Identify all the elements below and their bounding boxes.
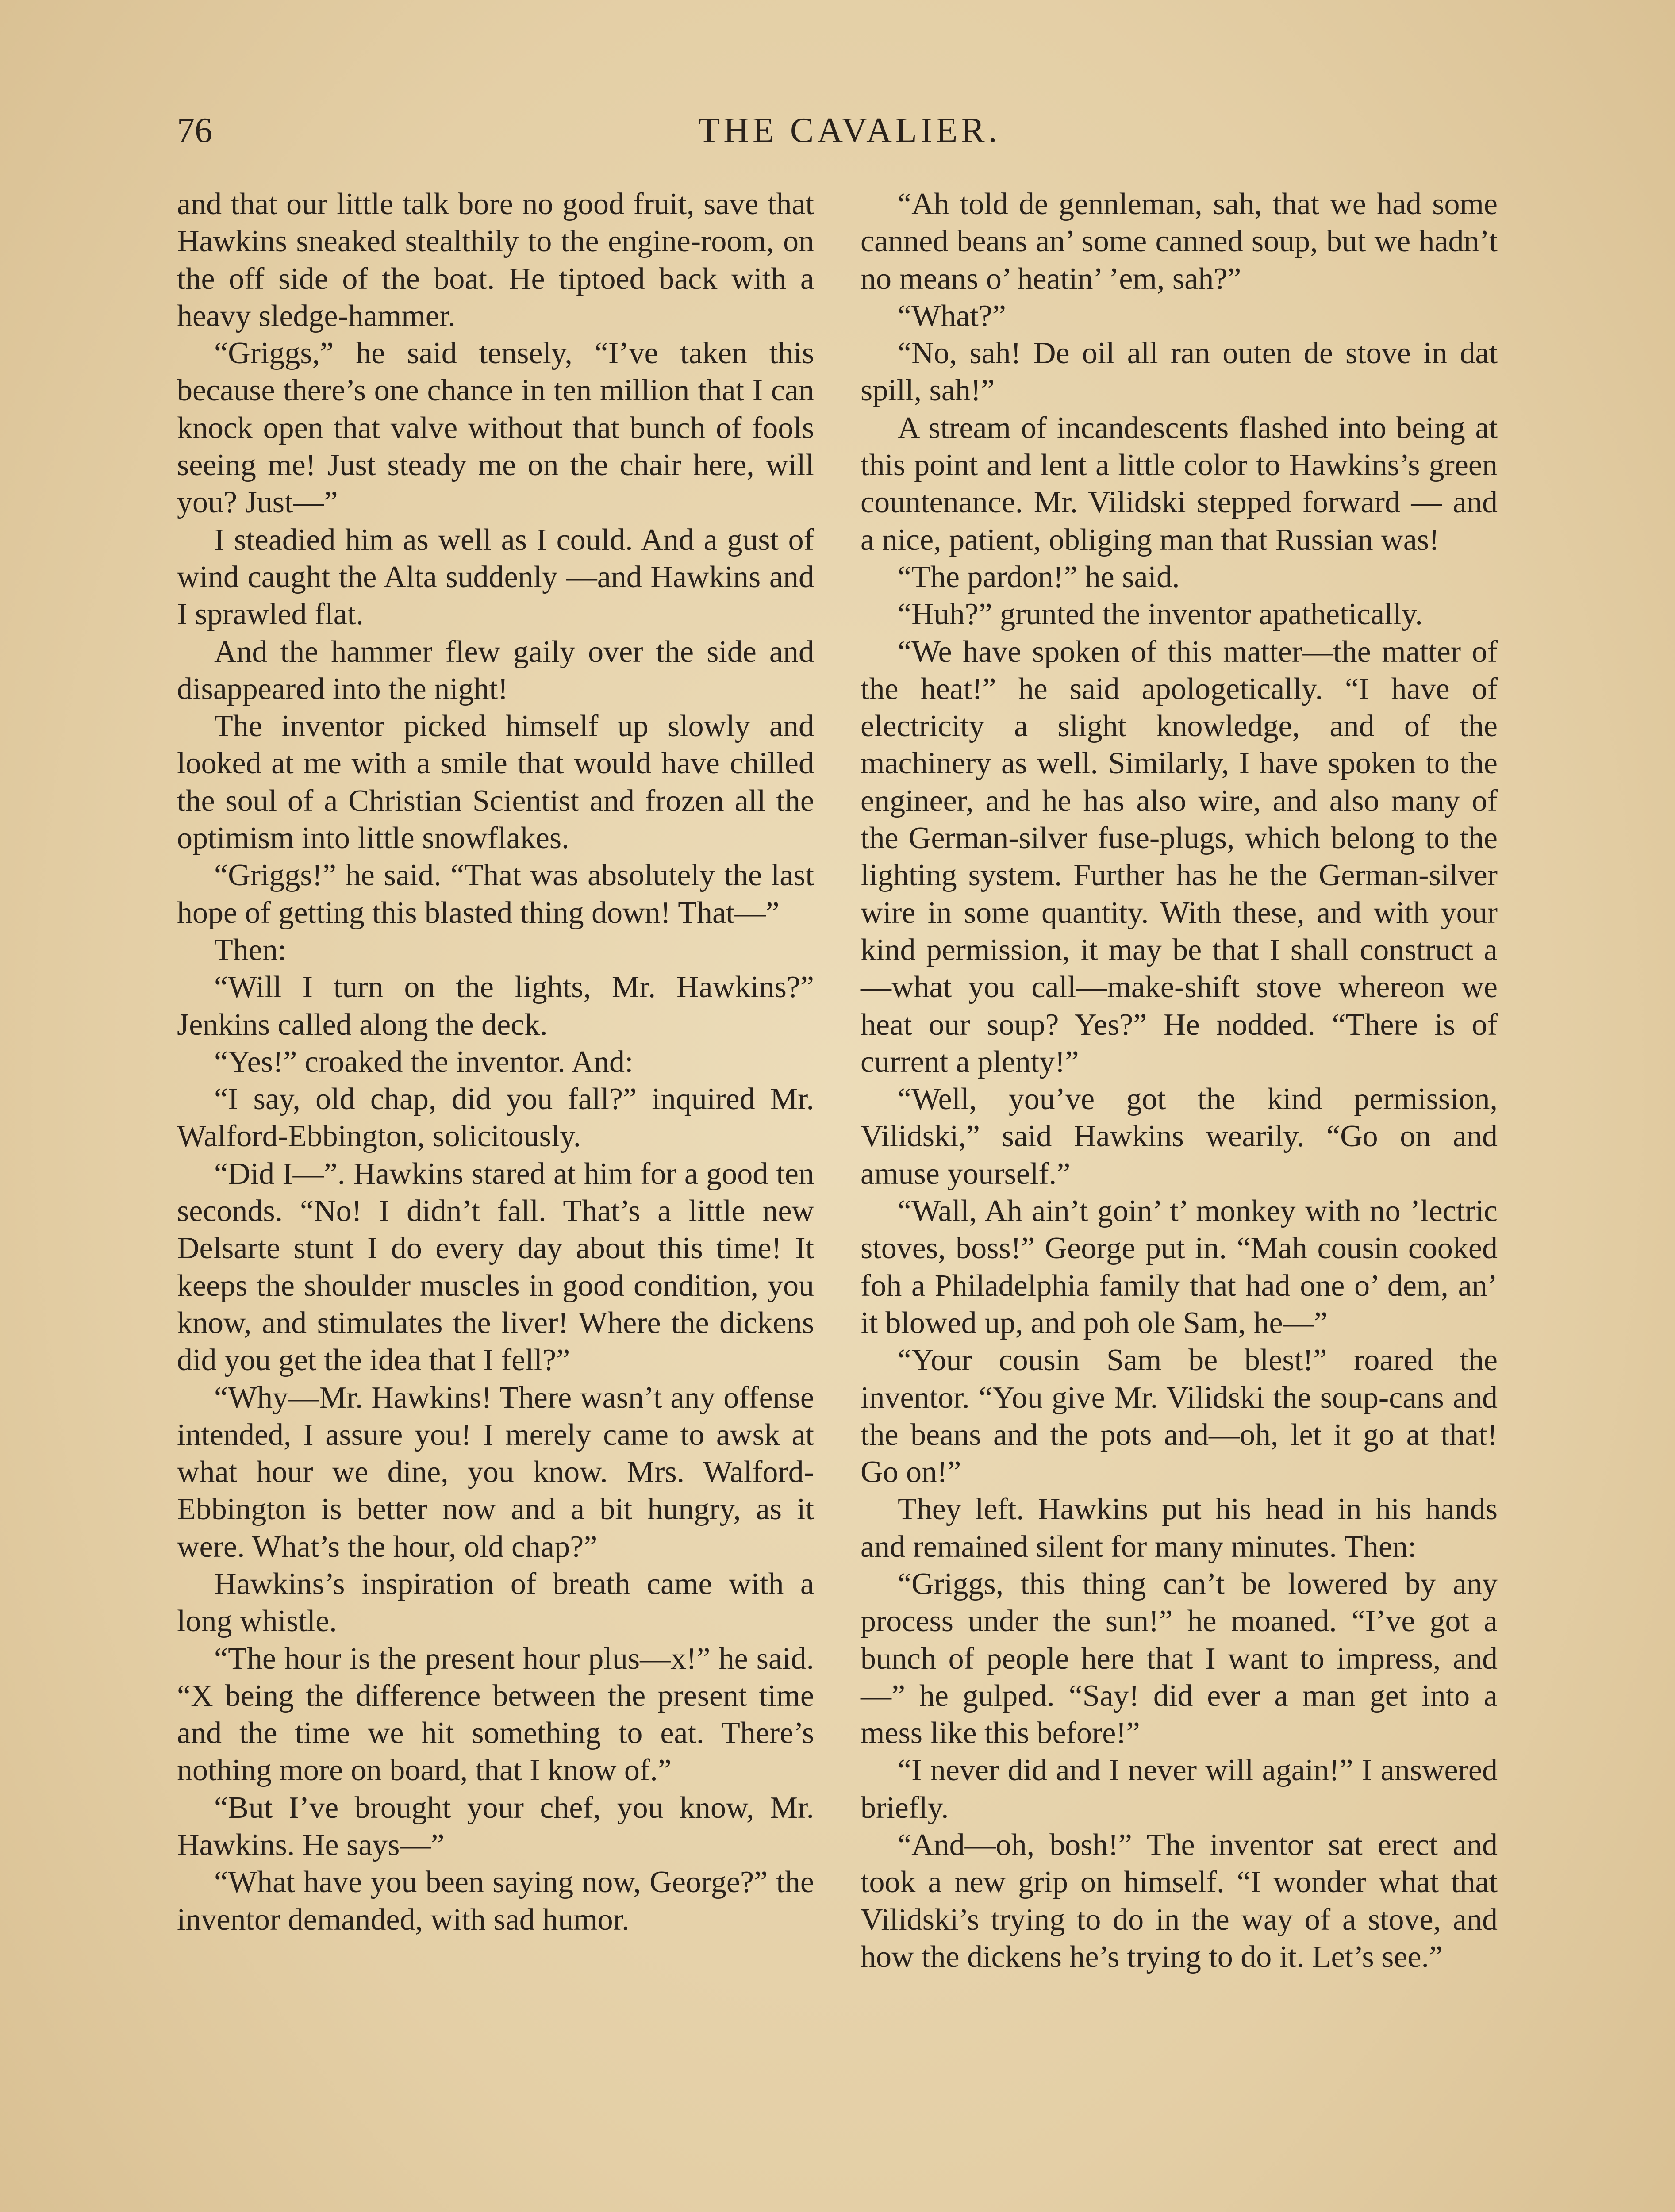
paragraph: “Griggs, this thing can’t be lowered by any process under the sun!” he moaned. “I’ve got a bunch of people here that I want to impress, and—” he gulped. “Say! did ever a man get into a mess like this before!” (861, 1567, 1498, 1751)
paragraph: “And—oh, bosh!” The inventor sat erect and took a new grip on himself. “I wonder what that Vilidski’s trying to do in the way of a stove, and how the dickens he’s trying to do it. Let’s see.” (861, 1828, 1498, 1974)
paragraph: “Why—Mr. Hawkins! There wasn’t any offense intended, I assure you! I merely came to awsk at what hour we dine, you know. Mrs. Walford-Ebbington is better now and a bit hungry, as it were. What’s the hour, old chap?” (177, 1380, 814, 1564)
paragraph: “Griggs,” he said tensely, “I’ve taken this because there’s one chance in ten million that I can knock open that valve without that bunch of fools seeing me! Just steady me on the chair here, will you? Just—” (177, 336, 814, 520)
paragraph: I steadied him as well as I could. And a gust of wind caught the Alta suddenly —and Hawkins and I sprawled flat. (177, 522, 814, 632)
paragraph: “Yes!” croaked the inventor. And: (214, 1045, 634, 1079)
right-column (861, 186, 1498, 1976)
paragraph: “I say, old chap, did you fall?” inquired Mr. Walford-Ebbington, solicitously. (177, 1082, 814, 1154)
paragraph: Hawkins’s inspiration of breath came with a long whistle. (177, 1567, 814, 1639)
paragraph: “No, sah! De oil all ran outen de stove in dat spill, sah!” (861, 336, 1498, 408)
paragraph: “Your cousin Sam be blest!” roared the inventor. “You give Mr. Vilidski the soup-cans and the beans and the pots and—oh, let it go at that! Go on!” (861, 1343, 1498, 1490)
paragraph: “Griggs!” he said. “That was absolutely the last hope of getting this blasted thing down! That—” (177, 858, 814, 930)
paragraph: And the hammer flew gaily over the side and disappeared into the night! (177, 634, 814, 706)
paragraph: A stream of incandescents flashed into being at this point and lent a little color to Hawkins’s green countenance. Mr. Vilidski stepped forward — and a nice, patient, obliging man that Russian was! (861, 411, 1498, 557)
paragraph: “I never did and I never will again!” I answered briefly. (861, 1753, 1498, 1825)
paragraph: “What have you been saying now, George?” the inventor demanded, with sad humor. (177, 1865, 814, 1937)
paragraph: “The hour is the present hour plus—x!” he said. “X being the difference between the present time and the time we hit something to eat. There’s nothing more on board, that I know of.” (177, 1641, 814, 1788)
paragraph: “We have spoken of this matter—the matter of the heat!” he said apologetically. “I have of electricity a slight knowledge, and of the machinery as well. Similarly, I have spoken to the engineer, and he has also wire, and also many of the German-silver fuse-plugs, which belong to the lighting system. Further has he the German-silver wire in some quantity. With these, and with your kind permission, it may be that I shall construct a —what you call—make-shift stove whereon we heat our soup? Yes?” He nodded. “There is of current a plenty!” (861, 634, 1498, 1079)
paragraph: “Well, you’ve got the kind permission, Vilidski,” said Hawkins wearily. “Go on and amuse yourself.” (861, 1082, 1498, 1191)
left-column (177, 186, 814, 1939)
paragraph: “What?” (898, 299, 1006, 333)
page-number: 76 (177, 111, 212, 150)
paragraph: “The pardon!” he said. (898, 560, 1180, 594)
running-title: THE CAVALIER. (698, 111, 1001, 150)
paragraph: They left. Hawkins put his head in his hands and remained silent for many minutes. Then: (861, 1492, 1498, 1564)
paragraph: “Did I—”. Hawkins stared at him for a good ten seconds. “No! I didn’t fall. That’s a little new Delsarte stunt I do every day about this time! It keeps the shoulder muscles in good condition, you know, and stimulates the liver! Where the dickens did you get the idea that I fell?” (177, 1156, 814, 1378)
paragraph: “Huh?” grunted the inventor apathetically. (898, 597, 1423, 632)
paragraph: Then: (214, 933, 287, 967)
paragraph: “Wall, Ah ain’t goin’ t’ monkey with no ’lectric stoves, boss!” George put in. “Mah cousin cooked foh a Philadelphia family that had one o’ dem, an’ it blowed up, and poh ole Sam, he—” (861, 1194, 1498, 1340)
paragraph: “Ah told de gennleman, sah, that we had some canned beans an’ some canned soup, but we hadn’t no means o’ heatin’ ’em, sah?” (861, 187, 1498, 296)
paragraph: “Will I turn on the lights, Mr. Hawkins?” Jenkins called along the deck. (177, 970, 814, 1042)
paragraph: and that our little talk bore no good fruit, save that Hawkins sneaked stealthily to the engine-room, on the off side of the boat. He tiptoed back with a heavy sledge-hammer. (177, 187, 814, 333)
page-header (177, 106, 1522, 155)
paragraph: “But I’ve brought your chef, you know, Mr. Hawkins. He says—” (177, 1790, 814, 1863)
paragraph: The inventor picked himself up slowly and looked at me with a smile that would have chilled the soul of a Christian Scientist and frozen all the optimism into little snowflakes. (177, 709, 814, 856)
